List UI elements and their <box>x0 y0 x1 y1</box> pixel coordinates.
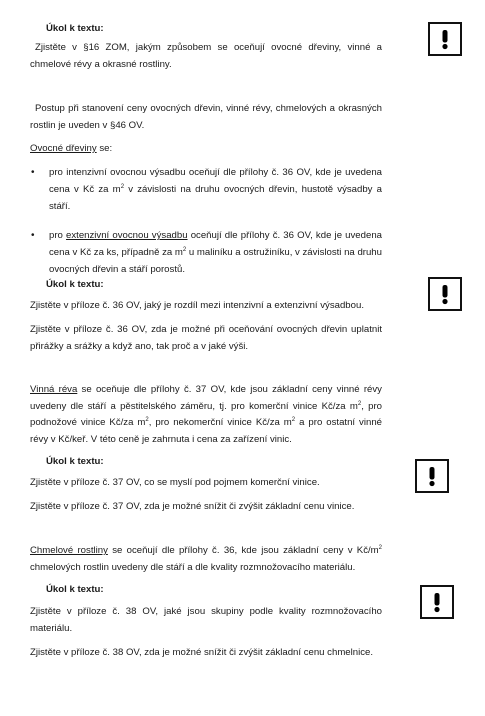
task-heading-1: Úkol k textu: <box>46 23 104 34</box>
procedure-text: Postup při stanovení ceny ovocných dřevin, vinné révy, chmelových a okrasných rostlin je uveden v §46 OV. <box>30 103 382 131</box>
exclamation-icon <box>430 24 460 54</box>
exclamation-icon <box>417 461 447 491</box>
warning-box-4 <box>420 585 454 619</box>
vinna-question-2: Zjistěte v příloze č. 37 OV, zda je možné snížit či zvýšit základní cenu vinice. <box>30 501 355 512</box>
bullet-dot: • <box>31 167 35 178</box>
vinna-paragraph: Vinná réva se oceňuje dle přílohy č. 37 OV, kde jsou základní ceny vinné révy uvedeny dle stáří a pěstitelského záměru, tj. pro komerční vinice Kč/za $m^2$, pro podnožové vinice Kč/za $m^2$, pro nekomerční vinice Kč/za $m^2$ a pro ostatní vinné révy v Kč/keř. V této ceně je zahrnuta i cena za zařízení vinic. <box>30 384 382 445</box>
vinna-question-1: Zjistěte v příloze č. 37 OV, co se myslí pod pojmem komerční vinice. <box>30 477 320 488</box>
ovocne-question-1: Zjistěte v příloze č. 36 OV, jaký je rozdíl mezi intenzivní a extenzivní výsadbou. <box>30 300 364 311</box>
intro-task-text: Zjistěte v §16 ZOM, jakým způsobem se oceňují ovocné dřeviny, vinné a chmelové révy a okrasné rostliny. <box>30 42 382 70</box>
vinna-heading: Vinná réva <box>30 384 78 395</box>
warning-box-1 <box>428 22 462 56</box>
task-heading-3: Úkol k textu: <box>46 456 104 467</box>
ovocne-bullet-list <box>30 164 382 278</box>
task-heading-4: Úkol k textu: <box>46 584 104 595</box>
chmel-question-1: Zjistěte v příloze č. 38 OV, jaké jsou skupiny podle kvality rozmnožovacího materiálu. <box>30 606 382 634</box>
bullet-extenzivni: • pro extenzivní ovocnou výsadbu oceňují dle přílohy č. 36 OV, kde je uvedena cena v Kč za ks, případně za $m^2$ u maliníku a ostružiníku, v závislosti na druhu ovocných dřevin a stáří porostů. <box>30 227 382 278</box>
chmel-paragraph: Chmelové rostliny se oceňují dle přílohy č. 36, kde jsou základní ceny v $Kč/m^2$ chmelových rostlin uvedeny dle stáří a dle kvality rozmnožovacího materiálu. <box>30 544 383 573</box>
ovocne-heading-line <box>30 141 382 158</box>
chmel-question-2: Zjistěte v příloze č. 38 OV, zda je možné snížit či zvýšit základní cenu chmelnice. <box>30 647 374 658</box>
bullet-dot: • <box>31 230 35 241</box>
ovocne-heading: Ovocné dřeviny <box>30 143 97 154</box>
bullet-intenzivni: • pro intenzivní ovocnou výsadbu oceňují dle přílohy č. 36 OV, kde je uvedena cena v Kč za $m^2$ v závislosti na druhu ovocných dřevin, hustotě výsadby a stáří. <box>30 164 382 215</box>
exclamation-icon <box>430 279 460 309</box>
warning-box-3 <box>415 459 449 493</box>
task-heading-2: Úkol k textu: <box>46 279 104 290</box>
exclamation-icon <box>422 587 452 617</box>
ovocne-heading-suffix: se: <box>96 143 113 154</box>
ovocne-question-2: Zjistěte v příloze č. 36 OV, zda je možné při oceňování ovocných dřevin uplatnit přirážky a srážky a když ano, tak proč a v jaké výši. <box>30 324 382 352</box>
warning-box-2 <box>428 277 462 311</box>
chmel-heading: Chmelové rostliny <box>30 545 108 556</box>
